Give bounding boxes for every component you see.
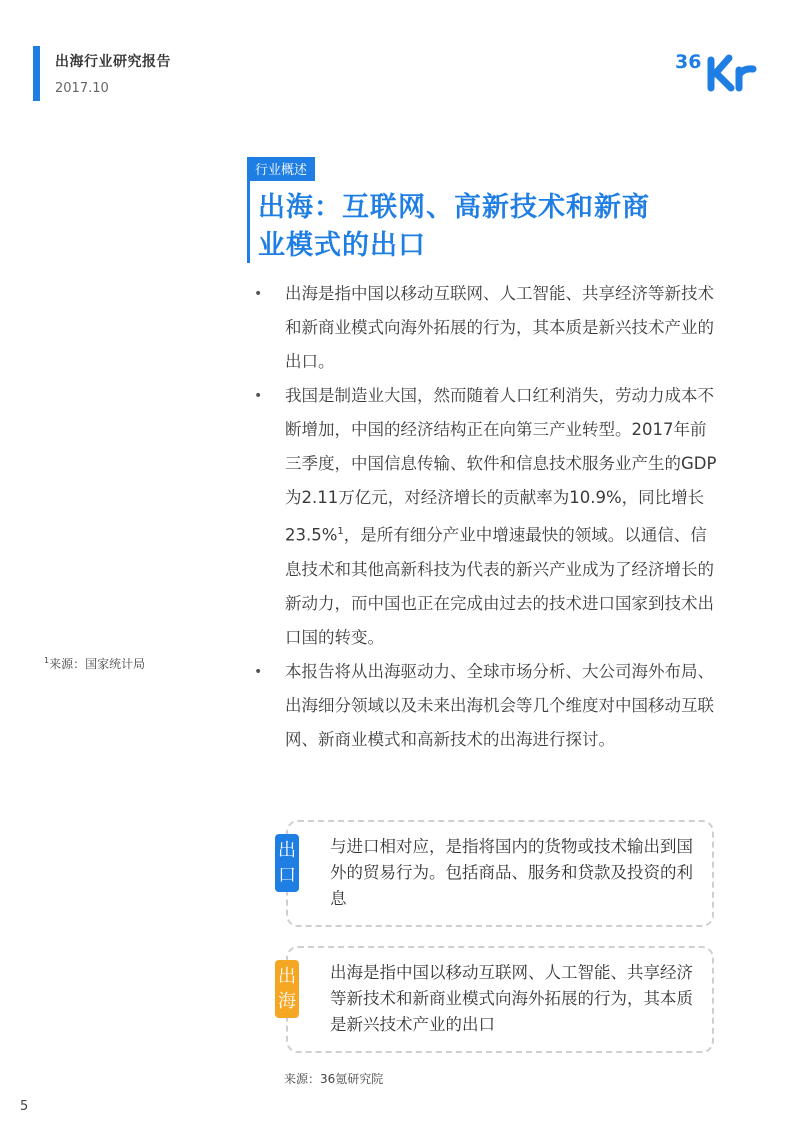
bullet-text: ，是所有细分产业中增速最快的领域。以通信、信息技术和其他高新科技为代表的新兴产业成为了经济增长的新动力，而中国也正在完成由过去的技术进口国家到技术出口国的转变。 bbox=[285, 525, 714, 647]
footnote-text: 来源：国家统计局 bbox=[49, 657, 146, 671]
footnote-marker: 1 bbox=[337, 526, 344, 537]
footnote-mark: 1 bbox=[44, 656, 50, 665]
page-title-line-2: 业模式的出口 bbox=[258, 230, 426, 261]
bullet-item bbox=[252, 379, 722, 655]
definition-card-export bbox=[278, 820, 714, 927]
definition-text: 与进口相对应，是指将国内的货物或技术输出到国外的贸易行为。包括商品、服务和贷款及投资的利息 bbox=[330, 837, 693, 908]
definition-tag-char: 出 bbox=[278, 966, 296, 987]
svg-text:36: 36 bbox=[675, 51, 702, 73]
section-tag: 行业概述 bbox=[247, 157, 315, 181]
page-number: 5 bbox=[20, 1099, 29, 1114]
page-title bbox=[258, 189, 728, 265]
page-title-line-1: 出海：互联网、高新技术和新商 bbox=[258, 192, 650, 223]
definition-card-going-global bbox=[278, 946, 714, 1053]
definition-tag-char: 出 bbox=[278, 840, 296, 861]
footnote bbox=[44, 655, 145, 672]
bullet-item bbox=[252, 655, 722, 757]
bullet-item bbox=[252, 277, 722, 379]
bullet-text: 我国是制造业大国，然而随着人口红利消失，劳动力成本不断增加，中国的经济结构正在向第三产业转型。2017年前三季度，中国信息传输、软件和信息技术服务业产生的GDP为2.11万亿元，对经济增长的贡献率为10.9%，同比增长23.5% bbox=[285, 386, 717, 545]
definition-tag-char: 口 bbox=[278, 865, 296, 886]
report-date: 2017.10 bbox=[55, 81, 109, 96]
definition-tag-export bbox=[275, 834, 299, 892]
definition-tag-char: 海 bbox=[278, 991, 296, 1012]
report-title: 出海行业研究报告 bbox=[55, 54, 171, 70]
36kr-logo bbox=[673, 42, 761, 98]
definition-tag-going-global bbox=[275, 960, 299, 1018]
title-accent-bar bbox=[247, 181, 250, 263]
bullet-list bbox=[252, 277, 722, 757]
bullet-text: 本报告将从出海驱动力、全球市场分析、大公司海外布局、出海细分领域以及未来出海机会等几个维度对中国移动互联网、新商业模式和高新技术的出海进行探讨。 bbox=[285, 661, 714, 749]
bullet-text: 出海是指中国以移动互联网、人工智能、共享经济等新技术和新商业模式向海外拓展的行为，其本质是新兴技术产业的出口。 bbox=[285, 284, 714, 371]
header-accent-bar bbox=[33, 46, 40, 101]
definition-text: 出海是指中国以移动互联网、人工智能、共享经济等新技术和新商业模式向海外拓展的行为，其本质是新兴技术产业的出口 bbox=[330, 963, 693, 1034]
source-note: 来源：36氪研究院 bbox=[284, 1072, 384, 1086]
